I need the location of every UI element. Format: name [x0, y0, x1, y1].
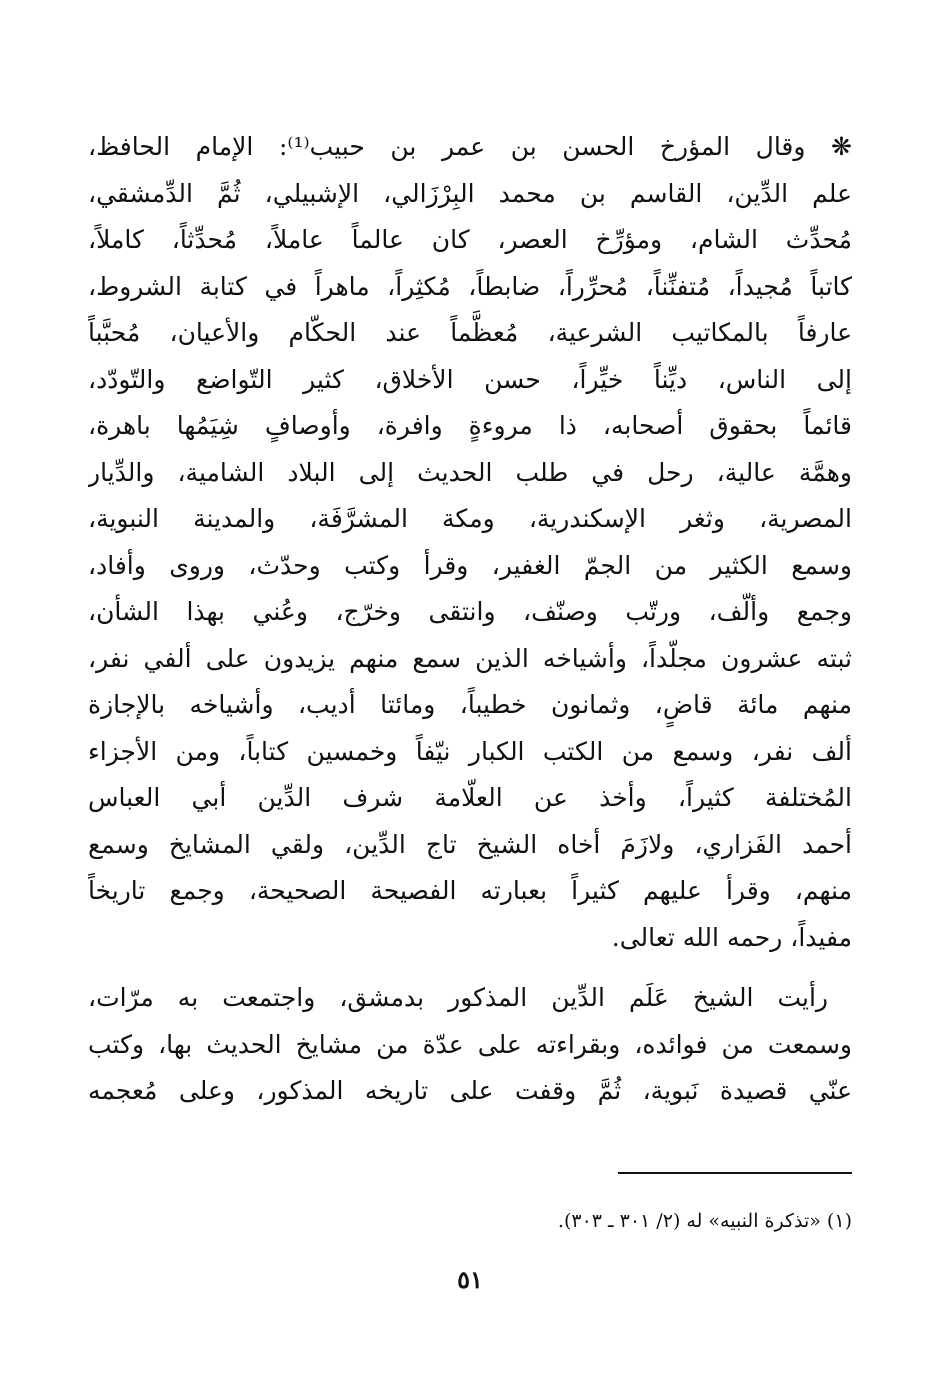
text-line: منهم مائة قاضٍ، وثمانون خطيباً، ومائتا أديب، وأشياخه بالإجازة — [88, 690, 852, 719]
text-line: عنّي قصيدة نَبوية، ثُمَّ وقفت على تاريخه المذكور، وعلى مُعجمه — [88, 1076, 852, 1105]
text-line: عارفاً بالمكاتيب الشرعية، مُعظَّماً عند الحكّام والأعيان، مُحبَّباً — [88, 318, 852, 347]
text-line: علم الدِّين، القاسم بن محمد البِرْزَالي، الإشبيلي، ثُمَّ الدِّمشقي، — [88, 178, 852, 208]
text-line: إلى الناس، ديِّناً خيِّراً، حسن الأخلاق، كثير التّواضع والتّودّد، — [88, 364, 852, 394]
text-line: قائماً بحقوق أصحابه، ذا مروءةٍ وافرة، وأوصافٍ شِيَمُها باهرة، — [88, 411, 852, 440]
text-line: وجمع وألّف، ورتّب وصنّف، وانتقى وخرّج، وعُني بهذا الشأن، — [88, 597, 852, 626]
text-line: ثبته عشرون مجلّداً، وأشياخه الذين سمع منهم يزيدون على ألفي نفر، — [88, 643, 852, 673]
text-line: ألف نفر، وسمع من الكتب الكبار نيّفاً وخمسين كتاباً، ومن الأجزاء — [88, 736, 852, 766]
text-line: أحمد الفَزاري، ولازَمَ أخاه الشيخ تاج الدِّين، ولقي المشايخ وسمع — [88, 829, 852, 859]
text-line: وسمع الكثير من الجمّ الغفير، وقرأ وكتب وحدّث، وروى وأفاد، — [88, 550, 852, 580]
text-line: وهمَّة عالية، رحل في طلب الحديث إلى البلاد الشامية، والدِّيار — [88, 457, 852, 487]
paragraph-gap — [88, 961, 852, 975]
text-line: ❋ وقال المؤرخ الحسن بن عمر بن حبيب⁽¹⁾: الإمام الحافظ، — [88, 132, 852, 161]
body-text — [88, 124, 852, 1115]
footnote-divider — [618, 1172, 852, 1174]
text-line: كاتباً مُجيداً، مُتفنِّناً، مُحرِّراً، ضابطاً، مُكثِراً، ماهراً في كتابة الشروط، — [88, 271, 852, 301]
text-line: مُحدِّث الشام، ومؤرِّخ العصر، كان عالماً عاملاً، مُحدِّثاً، كاملاً، — [88, 225, 852, 254]
text-line: وسمعت من فوائده، وبقراءته على عدّة من مشايخ الحديث بها، وكتب — [88, 1029, 852, 1059]
text-line: مفيداً، رحمه الله تعالى. — [611, 922, 852, 952]
footnote: (١) «تذكرة النبيه» له (٢/ ٣٠١ ـ ٣٠٣). — [557, 1210, 852, 1232]
text-line: منهم، وقرأ عليهم كثيراً بعبارته الفصيحة الصحيحة، وجمع تاريخاً — [88, 876, 852, 905]
text-line: المصرية، وثغر الإسكندرية، ومكة المشرَّفَة، والمدينة النبوية، — [88, 504, 852, 533]
paragraph-2 — [88, 975, 852, 1115]
text-line: المُختلفة كثيراً، وأخذ عن العلّامة شرف الدِّين أبي العباس — [88, 783, 852, 812]
text-line: رأيت الشيخ عَلَم الدِّين المذكور بدمشق، واجتمعت به مرّات، — [88, 983, 828, 1012]
book-page — [88, 0, 852, 1377]
paragraph-1 — [88, 124, 852, 961]
page-number: ٥١ — [457, 1265, 483, 1294]
